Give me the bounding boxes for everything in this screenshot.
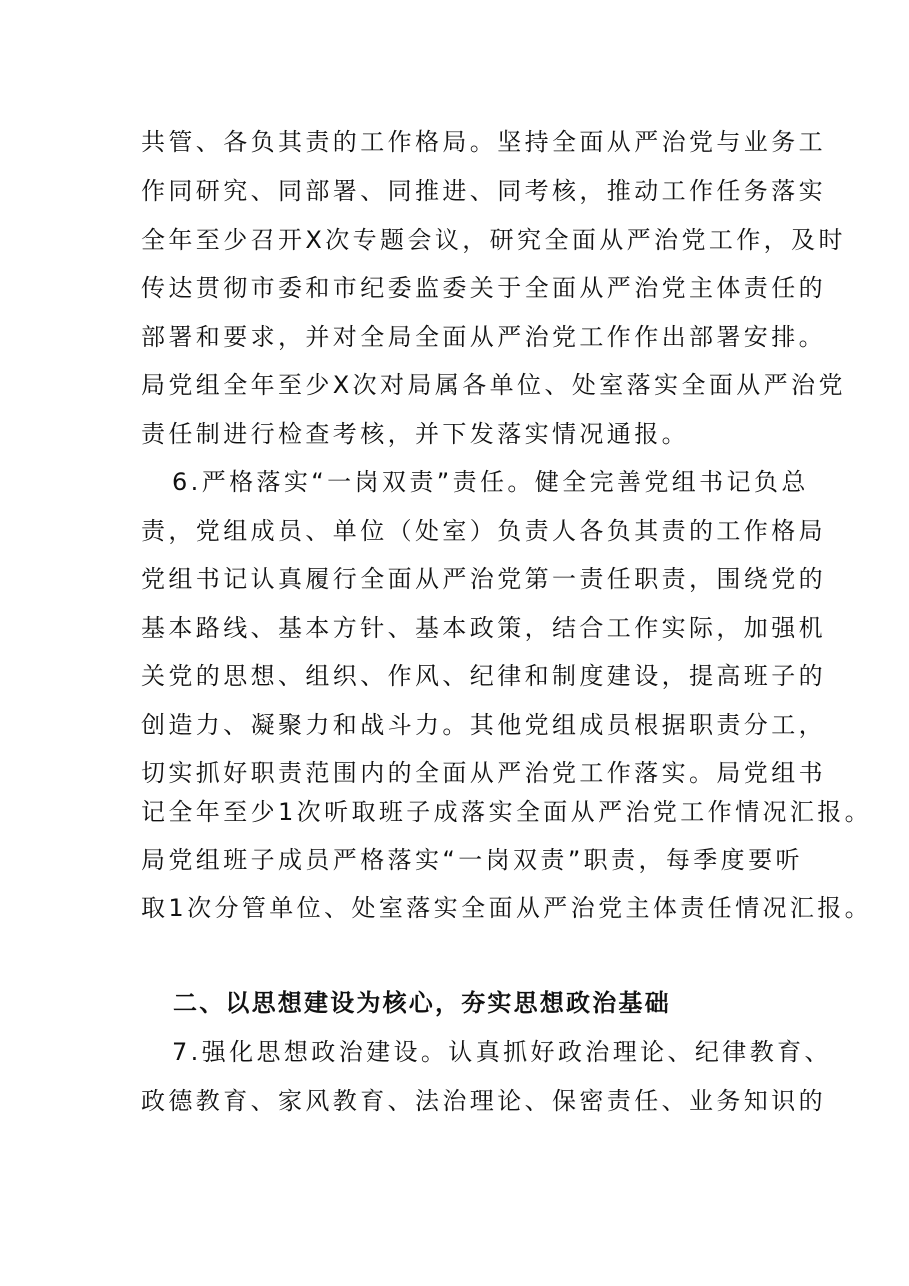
paragraph-line: 作同研究、同部署、同推进、同考核，推动工作任务落实 bbox=[141, 177, 826, 205]
paragraph-line: 部署和要求，并对全局全面从严治党工作作出部署安排。 bbox=[141, 323, 826, 351]
section-heading: 二、以思想建设为核心，夯实思想政治基础 bbox=[173, 989, 671, 1017]
paragraph-line: 党组书记认真履行全面从严治党第一责任职责，围绕党的 bbox=[141, 565, 826, 593]
paragraph-line: 责任制进行检查考核，并下发落实情况通报。 bbox=[141, 420, 689, 448]
paragraph-line: 局党组全年至少X次对局属各单位、处室落实全面从严治党 bbox=[141, 371, 846, 399]
paragraph-line: 创造力、凝聚力和战斗力。其他党组成员根据职责分工， bbox=[141, 711, 826, 739]
paragraph-line: 切实抓好职责范围内的全面从严治党工作落实。局党组书 bbox=[141, 759, 826, 787]
paragraph-line: 责，党组成员、单位（处室）负责人各负其责的工作格局 bbox=[141, 517, 826, 545]
paragraph-line: 6.严格落实“一岗双责”责任。健全完善党组书记负总 bbox=[172, 468, 809, 496]
paragraph-line: 政德教育、家风教育、法治理论、保密责任、业务知识的 bbox=[141, 1087, 826, 1115]
paragraph-line: 局党组班子成员严格落实“一岗双责”职责，每季度要听 bbox=[141, 846, 803, 874]
paragraph-line: 共管、各负其责的工作格局。坚持全面从严治党与业务工 bbox=[141, 128, 826, 156]
paragraph-line: 取1次分管单位、处室落实全面从严治党主体责任情况汇报。 bbox=[141, 894, 873, 922]
paragraph-line: 记全年至少1次听取班子成落实全面从严治党工作情况汇报。 bbox=[141, 798, 873, 826]
paragraph-line: 关党的思想、组织、作风、纪律和制度建设，提高班子的 bbox=[141, 662, 826, 690]
paragraph-line: 7.强化思想政治建设。认真抓好政治理论、纪律教育、 bbox=[172, 1038, 832, 1066]
paragraph-line: 基本路线、基本方针、基本政策，结合工作实际，加强机 bbox=[141, 614, 826, 642]
paragraph-line: 传达贯彻市委和市纪委监委关于全面从严治党主体责任的 bbox=[141, 274, 826, 302]
paragraph-line: 全年至少召开X次专题会议，研究全面从严治党工作，及时 bbox=[141, 226, 846, 254]
